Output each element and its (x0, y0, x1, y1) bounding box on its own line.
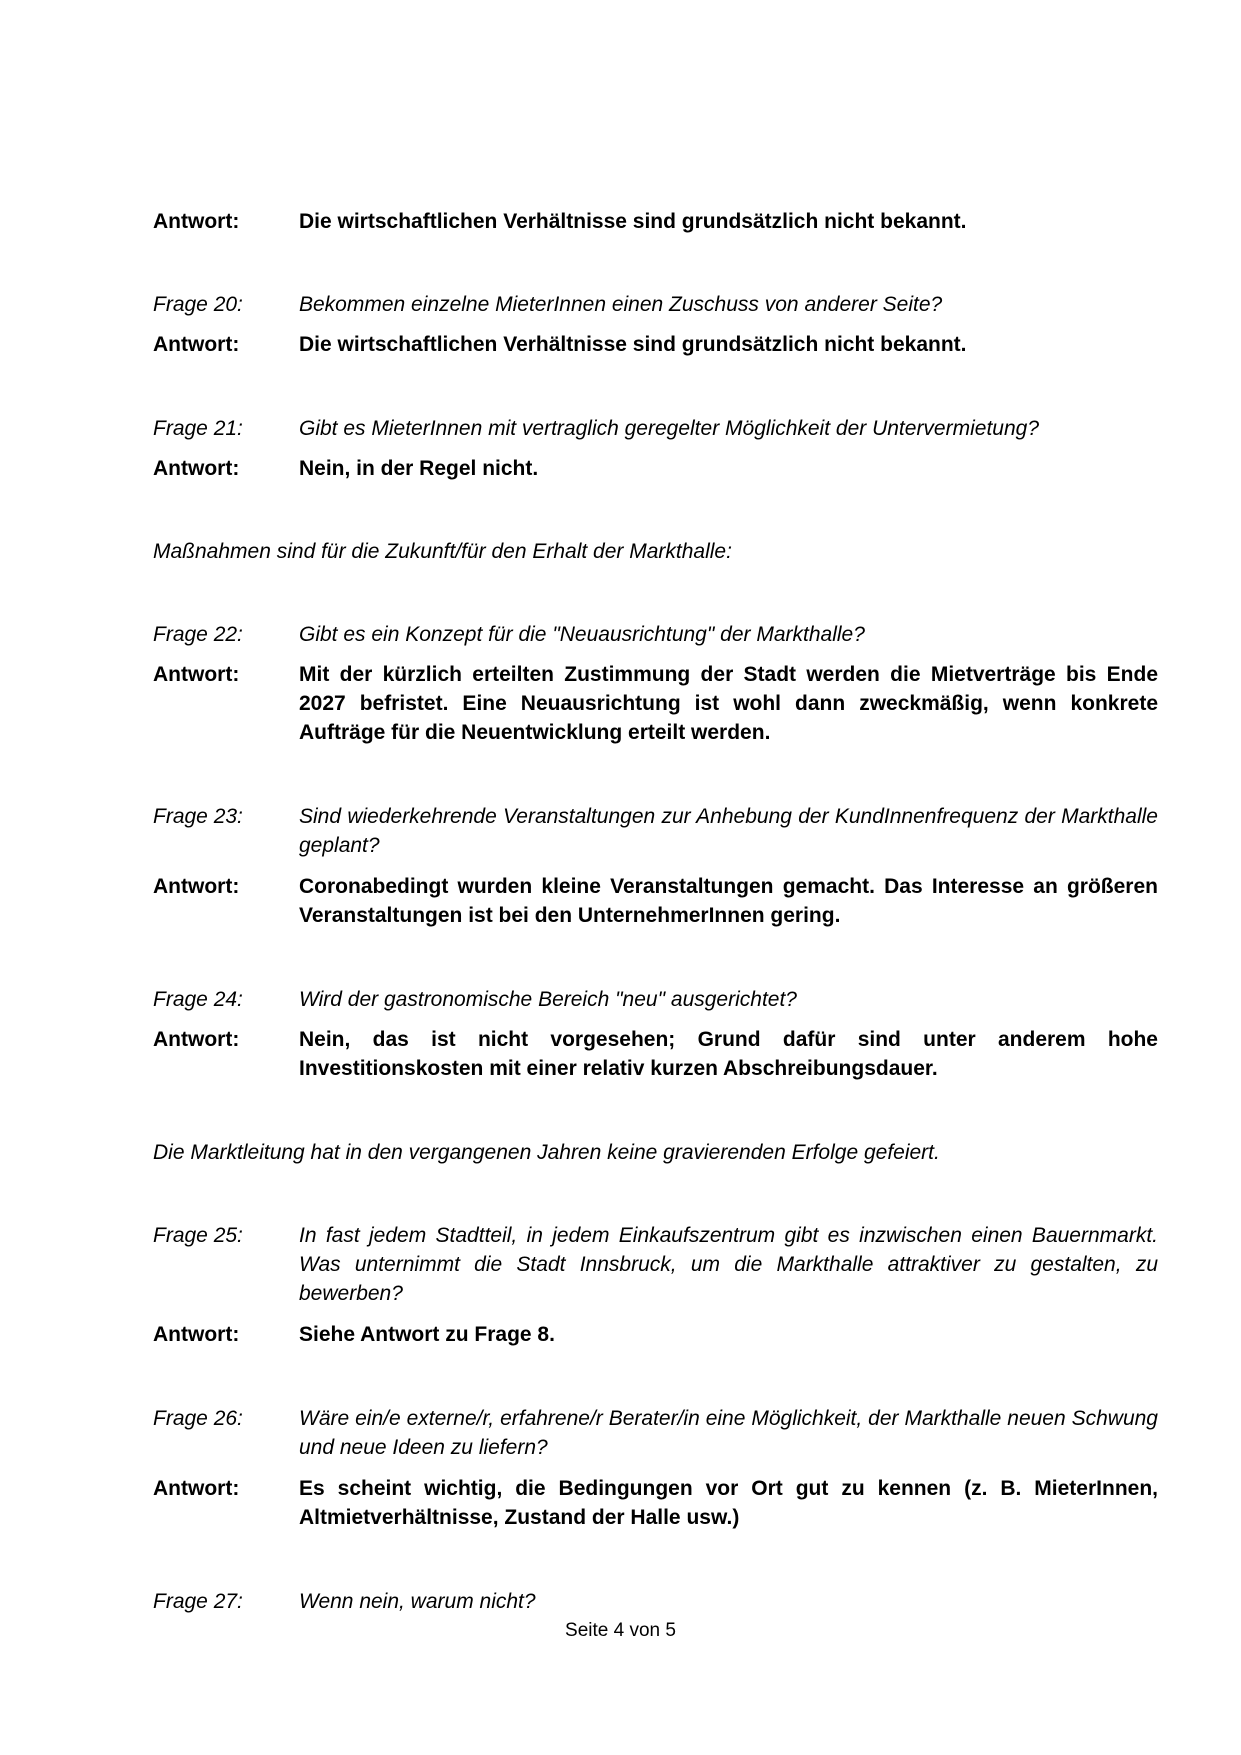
question-text: Bekommen einzelne MieterInnen einen Zuschuss von anderer Seite? (299, 293, 943, 316)
answer-text: Mit der kürzlich erteilten Zustimmung der Stadt werden die Mietverträge bis Ende 2027 befristet. Eine Neuausrichtung ist wohl dann zweckmäßig, wenn konkrete Aufträge für die Neuentwicklung erteilt werden. (299, 663, 1158, 744)
question-label: Frage 27: (153, 1590, 243, 1613)
answer-text: Nein, in der Regel nicht. (299, 457, 539, 480)
answer-text: Es scheint wichtig, die Bedingungen vor Ort gut zu kennen (z. B. MieterInnen, Altmietverhältnisse, Zustand der Halle usw.) (299, 1477, 1158, 1529)
question-text: Sind wiederkehrende Veranstaltungen zur Anhebung der KundInnenfrequenz der Markthalle geplant? (299, 805, 1158, 857)
answer-text: Coronabedingt wurden kleine Veranstaltungen gemacht. Das Interesse an größeren Veranstaltungen ist bei den UnternehmerInnen gering. (299, 875, 1158, 927)
question-text: Gibt es MieterInnen mit vertraglich geregelter Möglichkeit der Untervermietung? (299, 417, 1039, 440)
page-number: Seite 4 von 5 (565, 1620, 676, 1641)
answer-label: Antwort: (153, 1028, 240, 1051)
question-text: Gibt es ein Konzept für die "Neuausrichtung" der Markthalle? (299, 623, 865, 646)
answer-label: Antwort: (153, 333, 240, 356)
question-text: Wird der gastronomische Bereich "neu" ausgerichtet? (299, 988, 797, 1011)
question-label: Frage 21: (153, 417, 243, 440)
answer-label: Antwort: (153, 210, 240, 233)
section-heading: Die Marktleitung hat in den vergangenen Jahren keine gravierenden Erfolge gefeiert. (153, 1141, 940, 1164)
answer-label: Antwort: (153, 875, 240, 898)
question-text: In fast jedem Stadtteil, in jedem Einkaufszentrum gibt es inzwischen einen Bauernmarkt. Was unternimmt die Stadt Innsbruck, um die Markthalle attraktiver zu gestalten, zu bewerben? (299, 1224, 1158, 1305)
question-label: Frage 20: (153, 293, 243, 316)
answer-text: Die wirtschaftlichen Verhältnisse sind grundsätzlich nicht bekannt. (299, 333, 967, 356)
question-label: Frage 24: (153, 988, 243, 1011)
answer-text: Die wirtschaftlichen Verhältnisse sind grundsätzlich nicht bekannt. (299, 210, 967, 233)
question-label: Frage 26: (153, 1407, 243, 1430)
question-text: Wäre ein/e externe/r, erfahrene/r Berater/in eine Möglichkeit, der Markthalle neuen Schwung und neue Ideen zu liefern? (299, 1407, 1158, 1459)
question-label: Frage 25: (153, 1224, 243, 1247)
answer-label: Antwort: (153, 1323, 240, 1346)
question-label: Frage 22: (153, 623, 243, 646)
answer-text: Nein, das ist nicht vorgesehen; Grund dafür sind unter anderem hohe Investitionskosten mit einer relativ kurzen Abschreibungsdauer. (299, 1028, 1158, 1080)
answer-label: Antwort: (153, 663, 240, 686)
question-text: Wenn nein, warum nicht? (299, 1590, 536, 1613)
section-heading: Maßnahmen sind für die Zukunft/für den Erhalt der Markthalle: (153, 540, 732, 563)
answer-text: Siehe Antwort zu Frage 8. (299, 1323, 555, 1346)
answer-label: Antwort: (153, 457, 240, 480)
answer-label: Antwort: (153, 1477, 240, 1500)
question-label: Frage 23: (153, 805, 243, 828)
